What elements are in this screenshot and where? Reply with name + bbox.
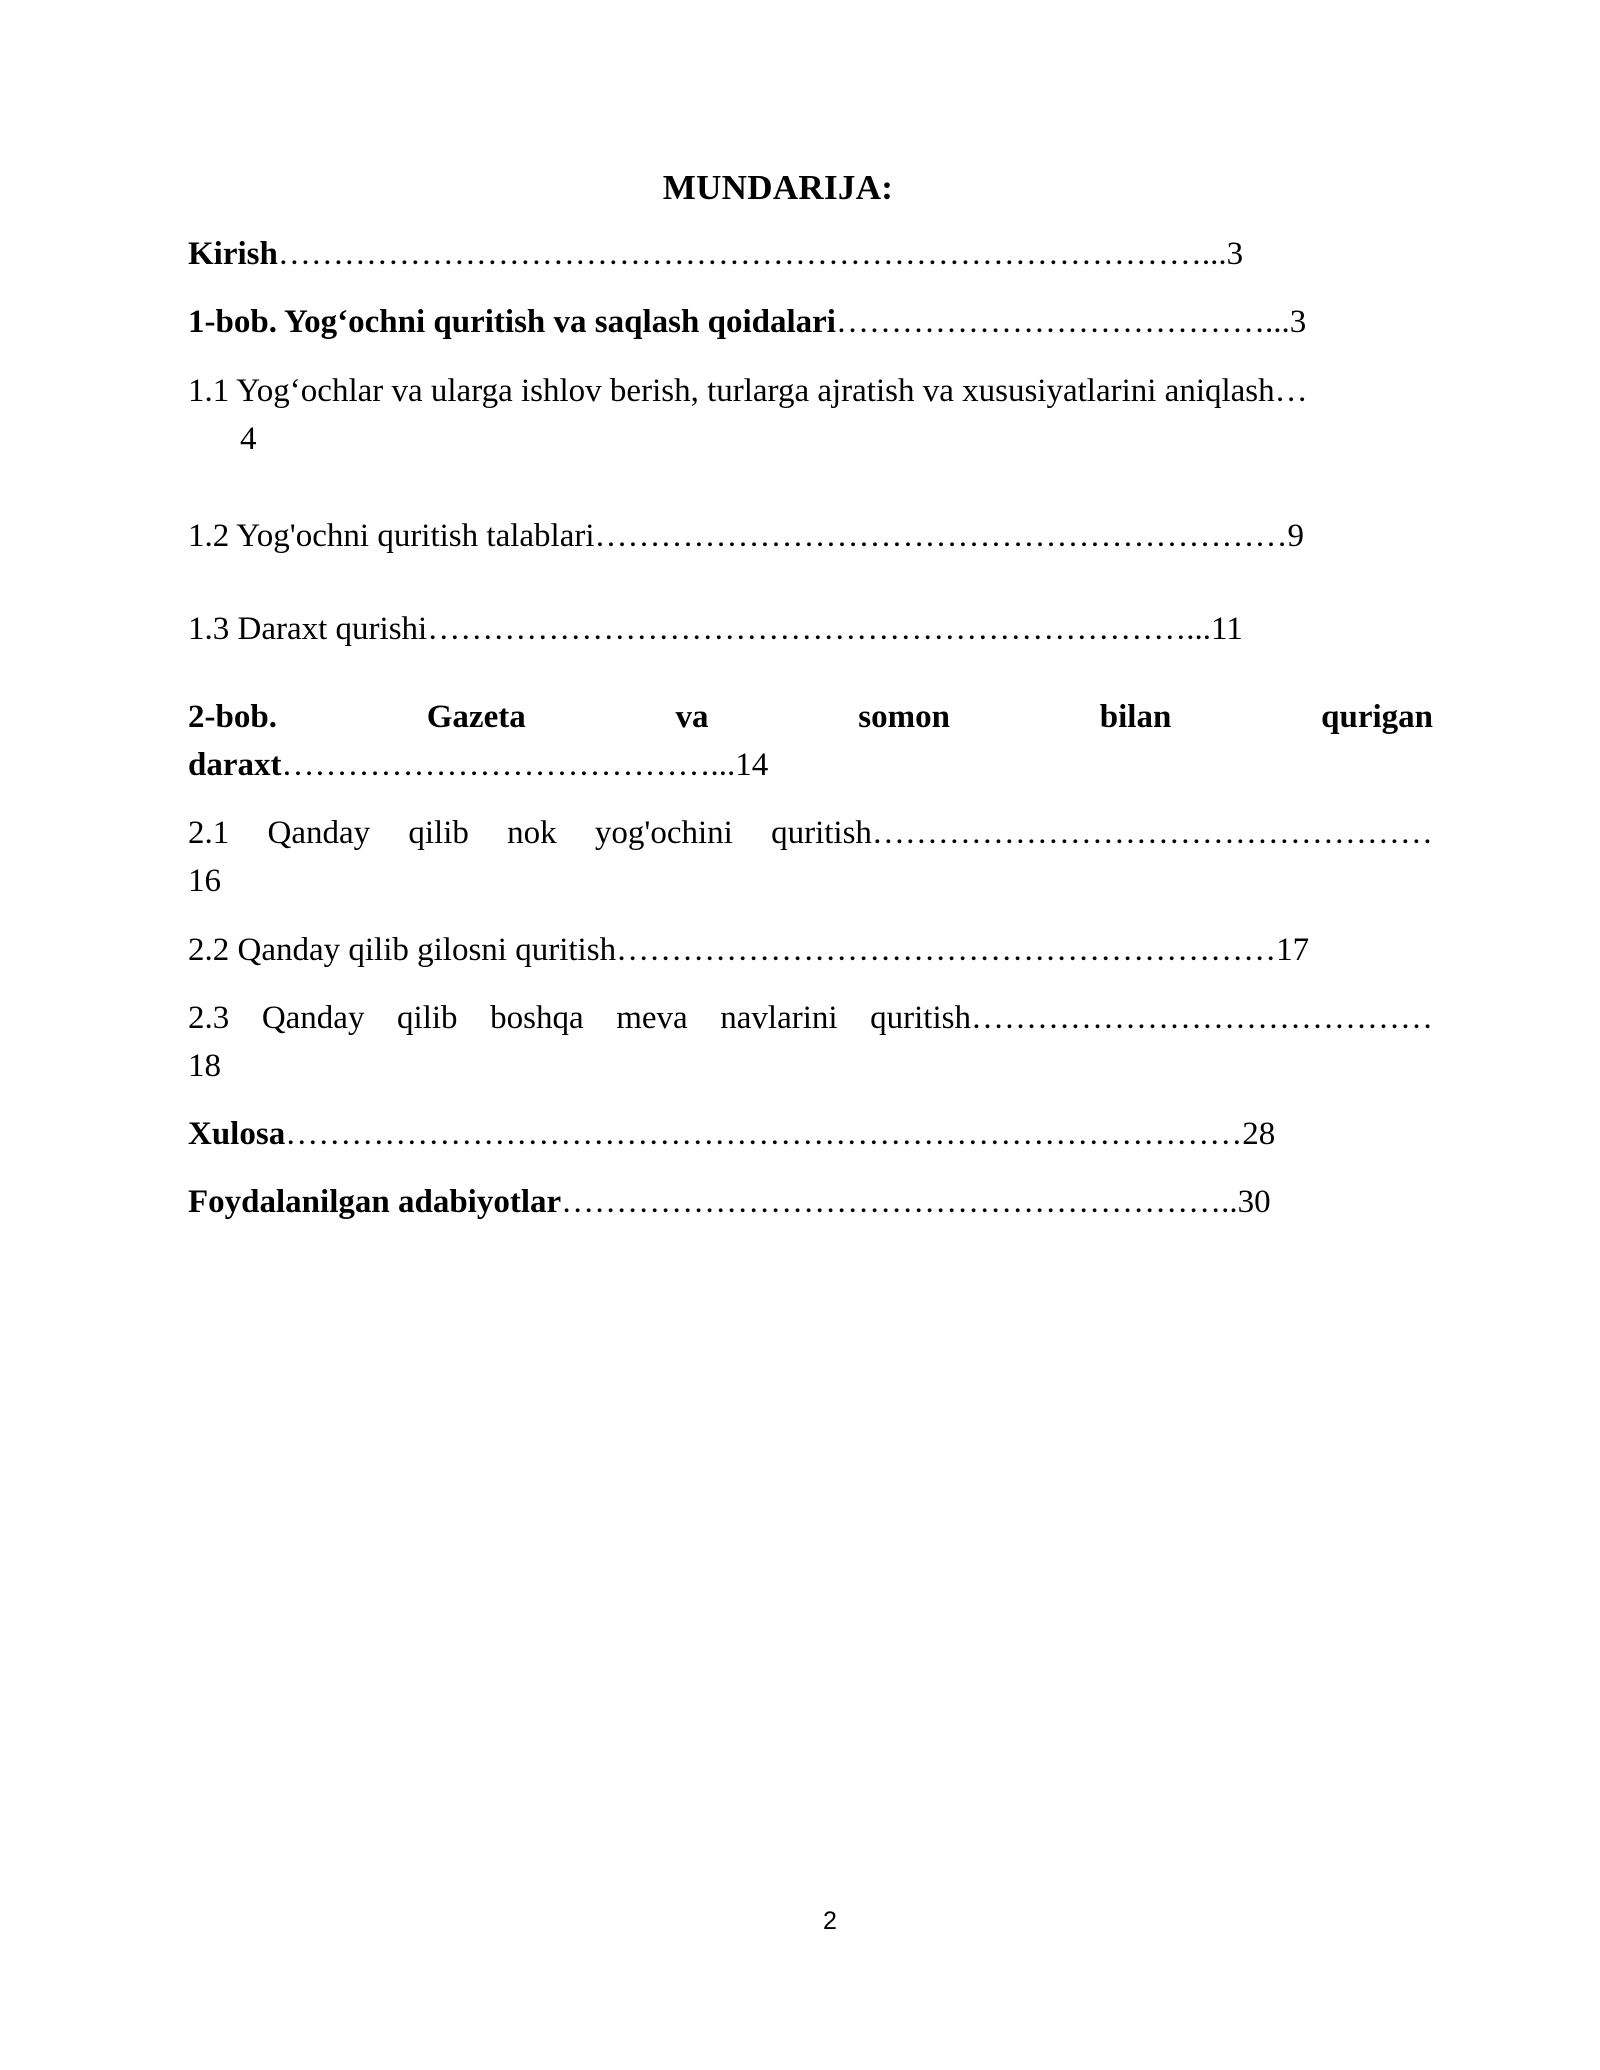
- toc-page-number: 17: [1276, 932, 1310, 968]
- toc-entry-section-2-2: [188, 926, 1433, 974]
- toc-word: va: [675, 699, 709, 735]
- toc-entry-chapter-2: [188, 693, 1433, 741]
- toc-word: qurigan: [1321, 699, 1433, 735]
- toc-entry-xulosa: [188, 1110, 1433, 1158]
- toc-page-number: 3: [1289, 304, 1307, 340]
- toc-page-number: 28: [1242, 1116, 1276, 1152]
- toc-word: nok: [507, 815, 557, 851]
- toc-word: 2-bob.: [188, 699, 277, 735]
- toc-page-number: 16: [188, 863, 221, 899]
- page-title: MUNDARIJA:: [662, 168, 894, 207]
- toc-entry-references: [188, 1178, 1433, 1226]
- toc-entry-title: 1-bob. Yog‘ochni quritish va saqlash qoidalari: [188, 304, 836, 340]
- toc-page-number: 11: [1210, 611, 1243, 647]
- toc-entry-title: 2.2 Qanday qilib gilosni quritish: [188, 932, 617, 968]
- toc-word: Gazeta: [426, 699, 526, 735]
- toc-word: Qanday: [261, 1000, 365, 1036]
- toc-word: 2.1: [188, 815, 230, 851]
- toc-leader: …………………………………...: [281, 747, 736, 783]
- toc-word: 2.3: [188, 1000, 230, 1036]
- toc-page-number: 18: [188, 1048, 221, 1084]
- toc-entry-section-1-3: [188, 605, 1433, 653]
- toc-word: yog'ochini: [594, 815, 733, 851]
- toc-leader: ………………………………………………………: [594, 518, 1288, 554]
- toc-entry-section-2-1: [188, 809, 1433, 857]
- toc-entry-section-1-1: [188, 367, 1433, 415]
- toc-word: qilib: [408, 815, 469, 851]
- toc-entry-title: 1.3 Daraxt qurishi: [188, 611, 428, 647]
- toc-page-number: 4: [240, 421, 257, 457]
- toc-entry-title: 1.2 Yog'ochni quritish talablari: [188, 518, 595, 554]
- toc-leader: ……………………………………………………..: [561, 1184, 1238, 1220]
- toc-leader: ……………………………………………………………………………: [285, 1116, 1243, 1152]
- page-footer-number: 2: [823, 1907, 837, 1935]
- toc-leader: ……………………………………………………………...: [427, 611, 1211, 647]
- toc-entry-kirish: [188, 230, 1433, 278]
- toc-page-number: 9: [1287, 518, 1305, 554]
- toc-leader: ……………………………………………………: [616, 932, 1277, 968]
- toc-leader: …………………………………………………………………………...: [277, 236, 1227, 272]
- toc-word: boshqa: [490, 1000, 584, 1036]
- toc-page-number: 3: [1226, 236, 1244, 272]
- toc-entry-title: Xulosa: [188, 1116, 286, 1152]
- toc-page-number: 14: [735, 747, 769, 783]
- toc-word: qilib: [397, 1000, 458, 1036]
- toc-entry-chapter-1: [188, 298, 1433, 346]
- toc-word: Qanday: [267, 815, 371, 851]
- toc-word: bilan: [1099, 699, 1172, 735]
- toc-entry-section-1-2: [188, 512, 1433, 560]
- toc-entry-chapter-2-continuation: [188, 741, 768, 789]
- toc-page-number: 30: [1237, 1184, 1271, 1220]
- toc-word: navlarini: [720, 1000, 838, 1036]
- toc-leader: …………………………………...: [835, 304, 1290, 340]
- toc-entry-title: Foydalanilgan adabiyotlar: [188, 1184, 562, 1220]
- toc-word: meva: [616, 1000, 688, 1036]
- toc-word: quritish……………………………………………: [771, 815, 1433, 851]
- toc-entry-title: 1.1 Yog‘ochlar va ularga ishlov berish, turlarga ajratish va xususiyatlarini aniqlash…: [188, 373, 1308, 409]
- toc-entry-title: Kirish: [188, 236, 278, 272]
- toc-word: somon: [858, 699, 950, 735]
- toc-entry-section-2-3: [188, 994, 1433, 1042]
- toc-entry-title: daraxt: [188, 747, 282, 783]
- toc-word: quritish……………………………………: [870, 1000, 1433, 1036]
